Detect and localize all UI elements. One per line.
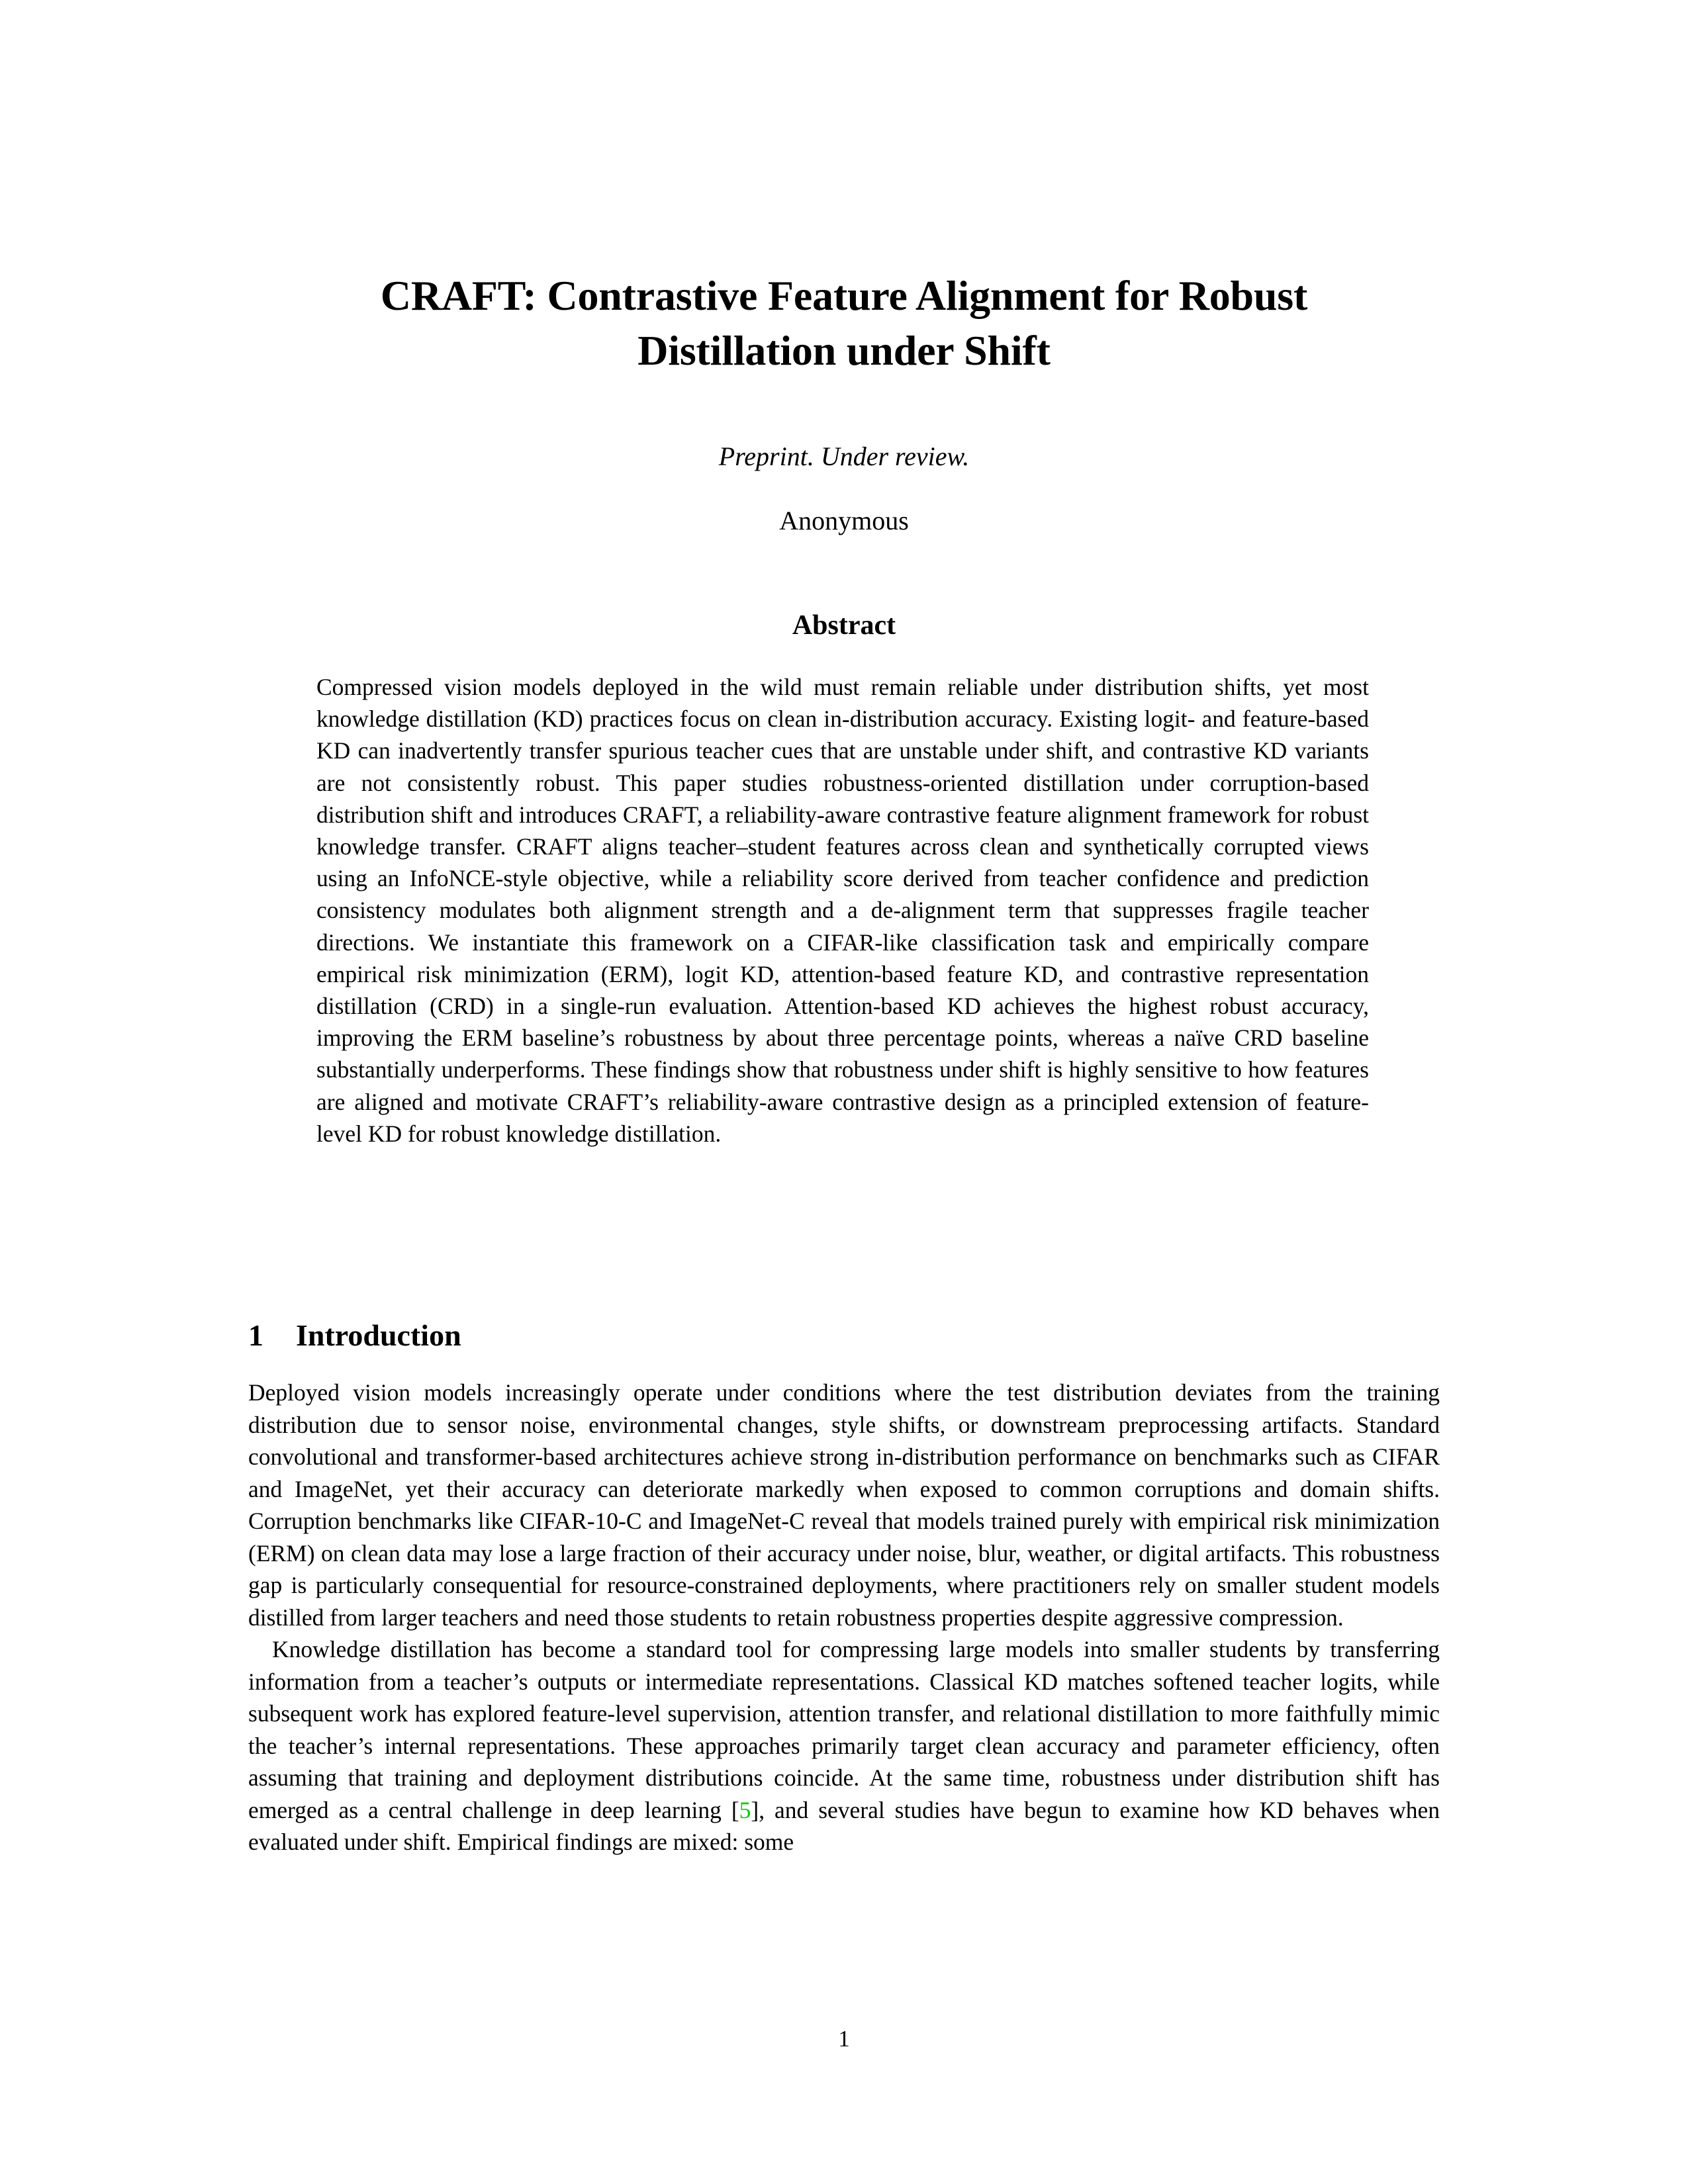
citation-link-5[interactable]: 5 (739, 1796, 751, 1823)
intro-paragraph-2 (248, 1633, 1440, 1858)
intro-paragraph-2-part-2: , and several studies have begun to examine how KD behaves when evaluated under shift. Empirical findings are mixed: some (248, 1796, 1440, 1855)
section-title: Introduction (296, 1318, 461, 1352)
page-number: 1 (838, 2026, 850, 2052)
preprint-status-note: Preprint. Under review. (718, 441, 970, 471)
page-title (248, 268, 1440, 378)
abstract-body: Compressed vision models deployed in the wild must remain reliable under distribution shifts, yet most knowledge distillation (KD) practices focus on clean in-distribution accuracy. Existing logit- and feature-based KD can inadvertently transfer spurious teacher cues that are unstable under shift, and contrastive KD variants are not consistently robust. This paper studies robustness-oriented distillation under corruption-based distribution shift and introduces CRAFT, a reliability-aware contrastive feature alignment framework for robust knowledge transfer. CRAFT aligns teacher–student features across clean and synthetically corrupted views using an InfoNCE-style objective, while a reliability score derived from teacher confidence and prediction consistency modulates both alignment strength and a de-alignment term that suppresses fragile teacher directions. We instantiate this framework on a CIFAR-like classification task and empirically compare empirical risk minimization (ERM), logit KD, attention-based feature KD, and contrastive representation distillation (CRD) in a single-run evaluation. Attention-based KD achieves the highest robust accuracy, improving the ERM baseline’s robustness by about three percentage points, whereas a naïve CRD baseline substantially underperforms. These findings show that robustness under shift is highly sensitive to how features are aligned and motivate CRAFT’s reliability-aware contrastive design as a principled extension of feature-level KD for robust knowledge distillation. (316, 674, 1369, 1147)
abstract-heading: Abstract (792, 610, 896, 641)
citation-close-bracket: ] (751, 1796, 759, 1823)
introduction-body (248, 1377, 1440, 1858)
section-heading-introduction (248, 1317, 1440, 1353)
intro-paragraph-1: Deployed vision models increasingly operate under conditions where the test distribution deviates from the training distribution due to sensor noise, environmental changes, style shifts, or downstream preprocessing artifacts. Standard convolutional and transformer-based architectures achieve strong in-distribution performance on benchmarks such as CIFAR and ImageNet, yet their accuracy can deteriorate markedly when exposed to common corruptions and domain shifts. Corruption benchmarks like CIFAR-10-C and ImageNet-C reveal that models trained purely with empirical risk minimization (ERM) on clean data may lose a large fraction of their accuracy under noise, blur, weather, or digital artifacts. This robustness gap is particularly consequential for resource-constrained deployments, where practitioners rely on smaller student models distilled from larger teachers and need those students to retain robustness properties despite aggressive compression. (248, 1379, 1440, 1631)
citation-open-bracket: [ (731, 1796, 739, 1823)
author-name: Anonymous (779, 506, 909, 535)
page-title-line-1: CRAFT: Contrastive Feature Alignment for Robust (380, 272, 1308, 319)
title-block (248, 268, 1440, 378)
intro-paragraph-2-part-1: Knowledge distillation has become a standard tool for compressing large models into smaller students by transferring information from a teacher’s outputs or intermediate representations. Classical KD matches softened teacher logits, while subsequent work has explored feature-level supervision, attention transfer, and relational distillation to more faithfully mimic the teacher’s internal representations. These approaches primarily target clean accuracy and parameter efficiency, often assuming that training and deployment distributions coincide. At the same time, robustness under distribution shift has emerged as a central challenge in deep learning (248, 1636, 1440, 1823)
page-title-line-2: Distillation under Shift (637, 327, 1051, 375)
section-number: 1 (248, 1318, 263, 1352)
